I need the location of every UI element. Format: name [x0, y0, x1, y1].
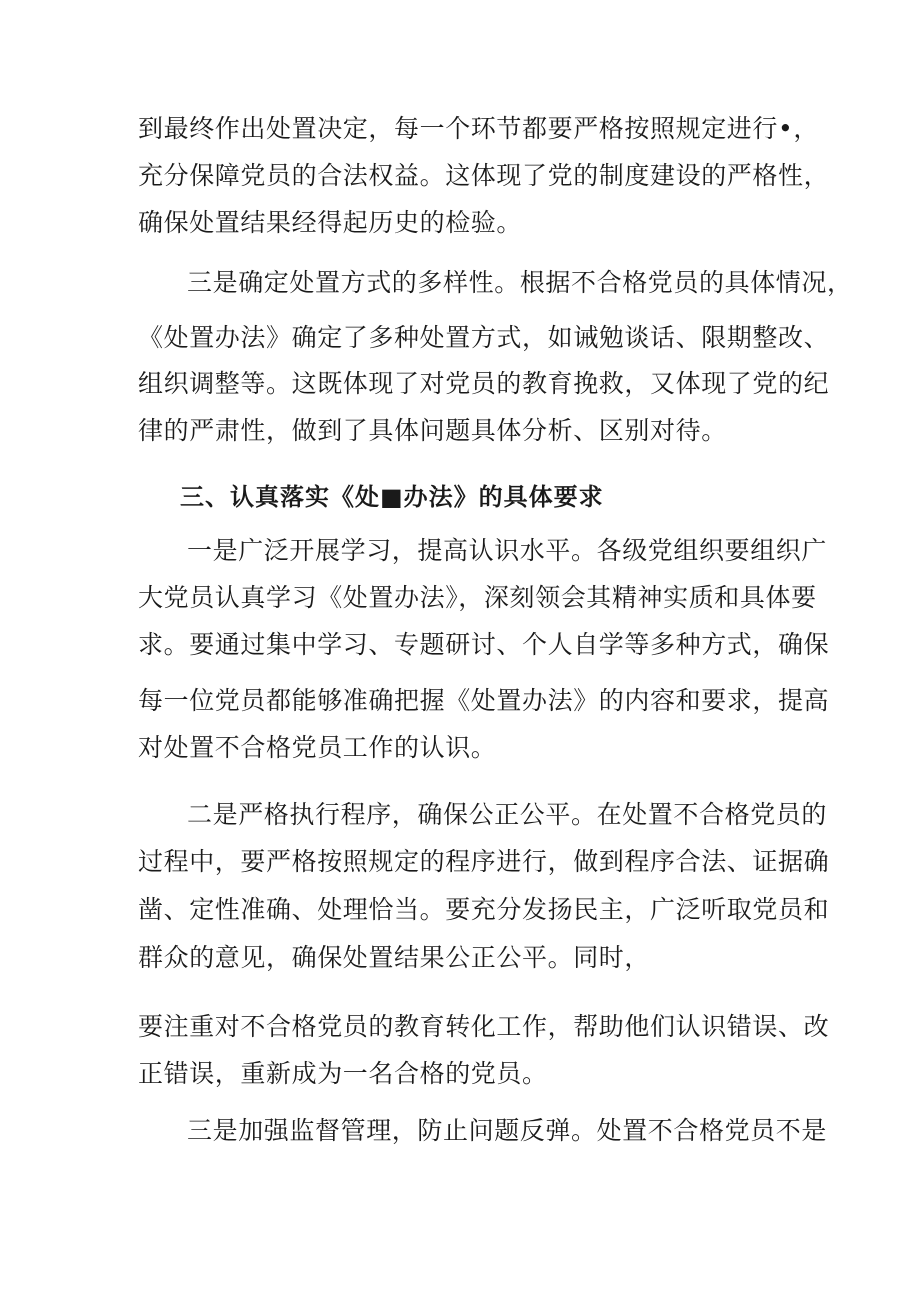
- paragraph-line: 正错误，重新成为一名合格的党员。: [138, 1059, 548, 1088]
- paragraph-line: 充分保障党员的合法权益。这体现了党的制度建设的严格性，: [138, 161, 830, 190]
- paragraph-line: 对处置不合格党员工作的认识。: [138, 733, 497, 762]
- paragraph-line: 过程中，要严格按照规定的程序进行，做到程序合法、证据确: [138, 847, 830, 876]
- paragraph-line: 确保处置结果经得起历史的检验。: [138, 208, 523, 237]
- paragraph-line: 三是确定处置方式的多样性。根据不合格党员的具体情况，: [187, 268, 853, 297]
- paragraph-line: 二是严格执行程序，确保公正公平。在处置不合格党员的: [187, 800, 828, 829]
- paragraph-line: 每一位党员都能够准确把握《处置办法》的内容和要求，提高: [138, 686, 830, 715]
- section-heading: 三、认真落实《处■办法》的具体要求: [180, 483, 604, 511]
- paragraph-line: 大党员认真学习《处置办法》，深刻领会其精神实质和具体要: [138, 583, 817, 612]
- paragraph-line: 组织调整等。这既体现了对党员的教育挽救，又体现了党的纪: [138, 369, 830, 398]
- paragraph-line: 到最终作出处置决定，每一个环节都要严格按照规定进行•，: [138, 114, 819, 143]
- paragraph-line: 求。要通过集中学习、专题研讨、个人自学等多种方式，确保: [138, 630, 830, 659]
- paragraph-line: 凿、定性准确、处理恰当。要充分发扬民主，广泛听取党员和: [138, 895, 830, 924]
- paragraph-line: 三是加强监督管理，防止问题反弹。处置不合格党员不是: [187, 1116, 828, 1145]
- paragraph-line: 律的严肃性，做到了具体问题具体分析、区别对待。: [138, 416, 727, 445]
- paragraph-line: 一是广泛开展学习，提高认识水平。各级党组织要组织广: [187, 536, 828, 565]
- paragraph-line: 《处置办法》确定了多种处置方式，如诫勉谈话、限期整改、: [138, 323, 830, 352]
- paragraph-line: 群众的意见，确保处置结果公正公平。同时，: [138, 943, 651, 972]
- paragraph-line: 要注重对不合格党员的教育转化工作，帮助他们认识错误、改: [138, 1012, 830, 1041]
